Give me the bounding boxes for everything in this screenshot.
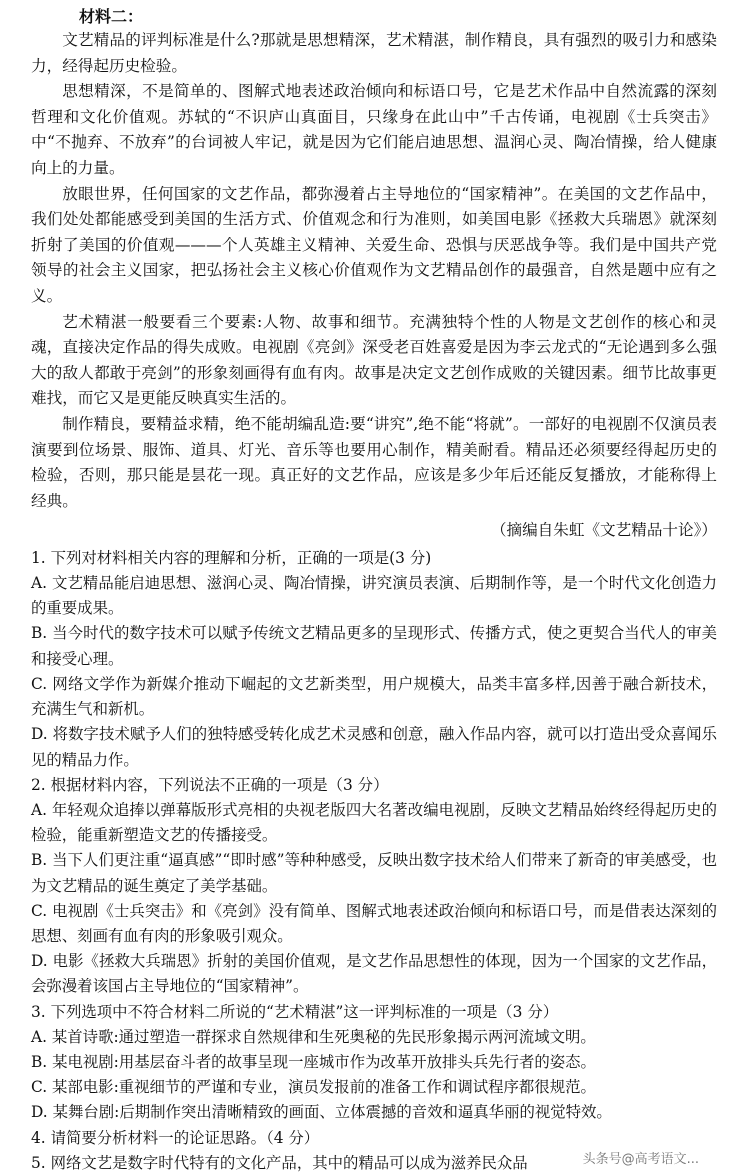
question-option: D. 某舞台剧:后期制作突出清晰精致的画面、立体震撼的音效和逼真华丽的视觉特效。 [31,1103,612,1122]
question-stem: 5. 网络文艺是数字时代特有的文化产品，其中的精品可以成为滋养民众品 [31,1153,528,1172]
question-option: B. 某电视剧:用基层奋斗者的故事呈现一座城市作为改革开放排头兵先行者的姿态。 [31,1052,596,1071]
material-heading: 材料二： [79,7,144,26]
material-paragraph: 思想精深，不是简单的、图解式地表述政治倾向和标语口号，它是艺术作品中自然流露的深刻哲理和文化价值观。苏轼的“不识庐山真面目，只缘身在此山中”千古传诵，电视剧《士兵突击》中“不抛弃、不放弃”的台词被人牢记，就是因为它们能启迪思想、温润心灵、陶冶情操，给人健康向上的力量。 [31,82,717,177]
question-2 [31,773,717,1000]
question-stem: 3. 下列选项中不符合材料二所说的“艺术精湛”这一评判标准的一项是（3 分） [31,1002,559,1021]
question-option: C. 某部电影:重视细节的严谨和专业，演员发报前的准备工作和调试程序都很规范。 [31,1078,596,1097]
question-option: B. 当今时代的数字技术可以赋予传统文艺精品更多的呈现形式、传播方式，使之更契合当代人的审美和接受心理。 [31,624,717,668]
material-paragraph: 制作精良，要精益求精，绝不能胡编乱造:要“讲究”,绝不能“将就”。一部好的电视剧不仅演员表演要到位场景、服饰、道具、灯光、音乐等也要用心制作，精美耐看。精品还必须要经得起历史的检验，否则，那只能是昙花一现。真正好的文艺作品，应该是多少年后还能反复播放，才能称得上经典。 [31,414,717,510]
question-1 [31,546,717,773]
question-option: B. 当下人们更注重“逼真感”“即时感”等种种感受，反映出数字技术给人们带来了新奇的审美感受，也为文艺精品的诞生奠定了美学基础。 [31,851,717,895]
question-4 [31,1126,717,1151]
question-stem: 2. 根据材料内容，下列说法不正确的一项是（3 分） [31,775,389,794]
question-stem: 1. 下列对材料相关内容的理解和分析，正确的一项是(3 分) [31,548,432,567]
material-paragraph: 艺术精湛一般要看三个要素:人物、故事和细节。充满独特个性的人物是文艺创作的核心和灵魂，直接决定作品的得失成败。电视剧《亮剑》深受老百姓喜爱是因为李云龙式的“无论遇到多么强大的敌人都敢于亮剑”的形象刻画得有血有肉。故事是决定文艺创作成败的关键因素。细节比故事更难找，而它又是更能反映真实生活的。 [31,312,717,408]
question-option: D. 电影《拯救大兵瑞恩》折射的美国价值观，是文艺作品思想性的体现，因为一个国家的文艺作品，会弥漫着该国占主导地位的“国家精神”。 [31,952,717,996]
question-stem: 4. 请简要分析材料一的论证思路。（4 分） [31,1128,320,1147]
question-option: A. 某首诗歌:通过塑造一群探求自然规律和生死奥秘的先民形象揭示两河流域文明。 [31,1027,596,1046]
question-option: C. 电视剧《士兵突击》和《亮剑》没有简单、图解式地表述政治倾向和标语口号，而是借表达深刻的思想、刻画有血有肉的形象吸引观众。 [31,901,717,945]
question-option: D. 将数字技术赋予人们的独特感受转化成艺术灵感和创意，融入作品内容，就可以打造出受众喜闻乐见的精品力作。 [31,725,717,769]
question-option: A. 文艺精品能启迪思想、滋润心灵、陶冶情操，讲究演员表演、后期制作等，是一个时代文化创造力的重要成果。 [31,574,717,618]
question-option: C. 网络文学作为新媒介推动下崛起的文艺新类型，用户规模大，品类丰富多样,因善于融合新技术，充满生气和新机。 [31,674,717,719]
material-paragraph: 放眼世界，任何国家的文艺作品，都弥漫着占主导地位的“国家精神”。在美国的文艺作品中，我们处处都能感受到美国的生活方式、价值观念和行为准则，如美国电影《拯救大兵瑞恩》就深刻折射了美国的价值观———个人英雄主义精神、关爱生命、恐惧与厌恶战争等。我们是中国共产党领导的社会主义国家，把弘扬社会主义核心价值观作为文艺精品创作的最强音，自然是题中应有之义。 [31,184,717,305]
material-source: （摘编自朱虹《文艺精品十论》） [490,521,717,540]
question-3 [31,1000,717,1126]
watermark: 头条号@高考语文... [582,1152,699,1167]
material-paragraph: 文艺精品的评判标准是什么?那就是思想精深，艺术精湛，制作精良，具有强烈的吸引力和感染力，经得起历史检验。 [31,31,717,75]
question-option: A. 年轻观众追捧以弹幕版形式亮相的央视老版四大名著改编电视剧，反映文艺精品始终经得起历史的检验，能重新塑造文艺的传播接受。 [31,800,717,845]
